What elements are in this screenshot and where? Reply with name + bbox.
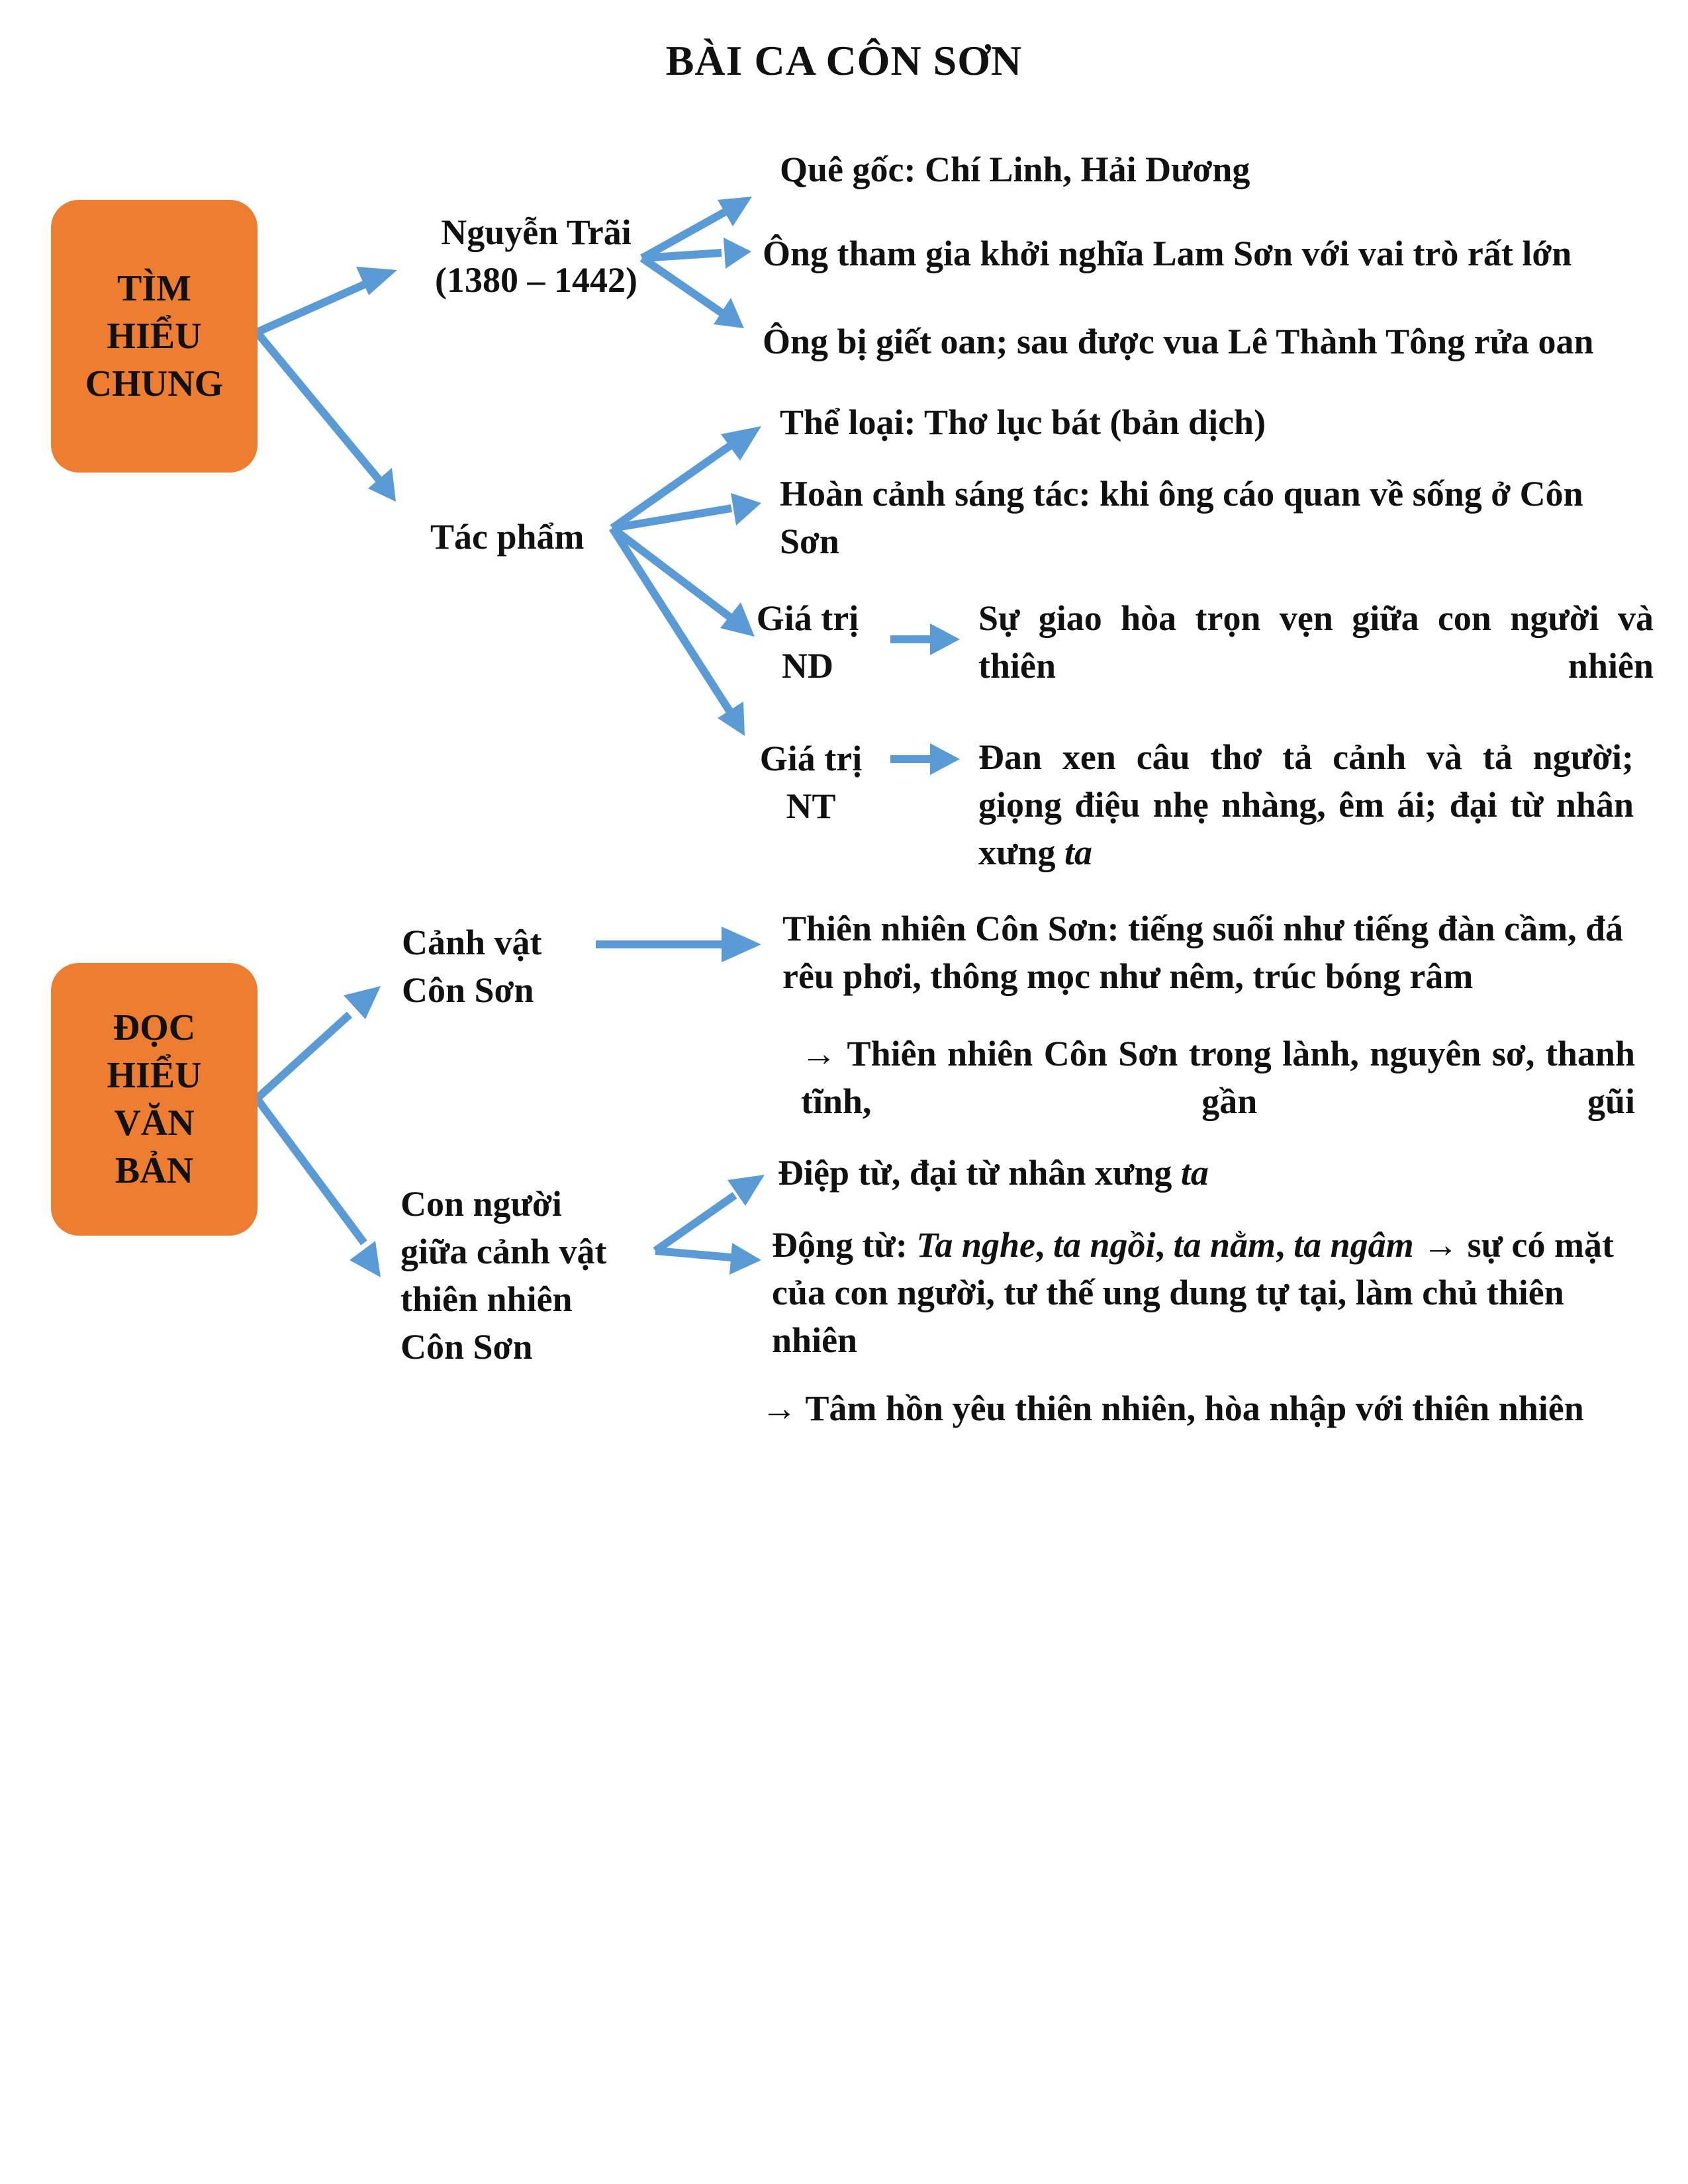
repetition-text: Điệp từ, đại từ nhân xưng ta (778, 1153, 1209, 1193)
arrowhead (930, 623, 960, 655)
arrow-to-scenery (257, 1015, 350, 1099)
arrowhead (350, 1241, 381, 1277)
arrow-to-content-value (612, 528, 735, 621)
author-years: (1380 – 1442) (435, 260, 637, 300)
box-line: HIỂU (107, 1055, 202, 1096)
box-line: HIỂU (107, 316, 202, 357)
content-value-text: Sự giao hòa trọn vẹn giữa con người và thiên nhiên (978, 598, 1654, 686)
author-name: Nguyễn Trãi (441, 212, 632, 252)
arrowhead (729, 1243, 761, 1275)
scenery-conclusion: → Thiên nhiên Côn Sơn trong lành, nguyên sơ, thanh tĩnh, gần gũi (801, 1034, 1635, 1121)
work-node: Tác phẩm (430, 517, 585, 557)
people-node: Con người giữa cảnh vật thiên nhiên Côn Sơn (400, 1184, 607, 1367)
box-line: ĐỌC (113, 1007, 196, 1048)
section-box-reading (51, 963, 258, 1236)
work-context: Hoàn cảnh sáng tác: khi ông cáo quan về sống ở Côn Sơn (780, 474, 1583, 561)
people-conclusion: → Tâm hồn yêu thiên nhiên, hòa nhập với thiên nhiên (761, 1388, 1584, 1428)
fact-hometown: Quê gốc: Chí Linh, Hải Dương (780, 150, 1250, 189)
arrowhead (356, 267, 397, 295)
page-title: BÀI CA CÔN SƠN (665, 37, 1023, 84)
art-value-text: Đan xen câu thơ tả cảnh và tả người; giọng điệu nhẹ nhàng, êm ái; đại từ nhân xưng ta (978, 737, 1634, 872)
arrowhead (724, 238, 751, 269)
arrow-to-art-value (612, 528, 733, 716)
verb: ta ngâm (1293, 1225, 1414, 1265)
arrow-to-repetition (655, 1195, 735, 1251)
arrow-to-work (257, 332, 384, 486)
arrowhead (722, 927, 761, 962)
arrow-to-people (257, 1099, 364, 1243)
work-genre: Thể loại: Thơ lục bát (bản dịch) (780, 402, 1266, 442)
verb: Ta nghe (916, 1225, 1035, 1265)
arrow-to-verbs (655, 1251, 731, 1257)
box-line: BẢN (115, 1150, 194, 1191)
scenery-description: Thiên nhiên Côn Sơn: tiếng suối như tiếng đàn cầm, đá rêu phơi, thông mọc như nêm, trúc bóng râm (782, 909, 1624, 996)
fact-death: Ông bị giết oan; sau được vua Lê Thành Tông rửa oan (763, 322, 1594, 361)
verb: ta nằm (1173, 1225, 1276, 1265)
art-value-label: Giá trị NT (759, 739, 863, 826)
arrowhead (930, 743, 960, 775)
box-line: VĂN (114, 1103, 195, 1144)
content-value-label: Giá trị ND (756, 598, 859, 686)
scenery-node: Cảnh vật Côn Sơn (402, 923, 542, 1010)
box-line: CHUNG (85, 363, 224, 404)
verbs-text: Động từ: Ta nghe, ta ngồi, ta nằm, ta ngâm → sự có mặt của con người, tư thế ung dung tự tại, làm chủ thiên nhiên (772, 1225, 1614, 1360)
arrowhead (731, 493, 761, 525)
arrow-to-author (257, 277, 381, 332)
fact-uprising: Ông tham gia khởi nghĩa Lam Sơn với vai trò rất lớn (763, 234, 1572, 273)
section-box-general (51, 200, 258, 473)
verb: ta ngồi (1053, 1225, 1156, 1265)
box-line: TÌM (117, 268, 191, 309)
author-node (417, 208, 655, 304)
